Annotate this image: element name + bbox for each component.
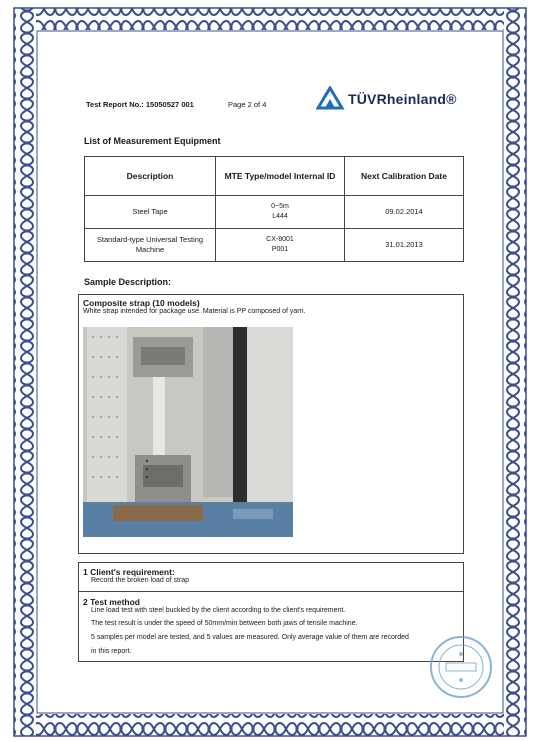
cell-type-id <box>216 229 345 262</box>
test-method-line: Line load test with steel buckled by the client according to the client's requirement. <box>91 607 346 614</box>
col-type-model <box>216 157 345 196</box>
page-number: Page 2 of 4 <box>228 100 267 109</box>
client-requirement-text: Record the broken load of strap <box>91 577 190 584</box>
round-seal-stamp <box>428 634 494 700</box>
table-row <box>85 229 464 262</box>
test-method-line: The test result is under the speed of 50mm/min between both jaws of tensile machine. <box>91 620 358 627</box>
sample-section-title: Sample Description: <box>84 277 172 287</box>
cell-type: CX-8001 <box>266 236 294 243</box>
cell-date: 09.02.2014 <box>345 196 464 229</box>
cell-type: 0~5m <box>271 203 289 210</box>
test-method-title: 2 Test method <box>83 597 140 607</box>
client-requirement-title: 1 Client's requirement: <box>83 567 175 577</box>
cell-id: L444 <box>272 213 288 220</box>
equipment-section-title: List of Measurement Equipment <box>84 136 221 146</box>
cell-description: Steel Tape <box>85 196 216 229</box>
cell-type-id <box>216 196 345 229</box>
sample-heading: Composite strap (10 models) <box>83 298 200 308</box>
cell-date: 31.01.2013 <box>345 229 464 262</box>
requirements-divider <box>79 591 463 592</box>
requirements-box <box>78 562 464 662</box>
col-description: Description <box>85 157 216 196</box>
report-number: Test Report No.: 15050527 001 <box>86 100 194 109</box>
equipment-header-row <box>85 157 464 196</box>
sample-description-box <box>78 294 464 554</box>
test-method-line: 5 samples per model are tested, and 5 values are measured. Only average value of them are recorded <box>91 634 409 641</box>
tensile-test-photo <box>83 327 293 537</box>
test-method-line: in this report. <box>91 648 132 655</box>
tuv-rheinland-logo-text: TÜVRheinland® <box>348 91 457 107</box>
cell-id: P001 <box>271 246 289 253</box>
sample-text: White strap intended for package use. Material is PP composed of yarn. <box>83 308 306 315</box>
col-type-model-label: MTE Type/model Internal ID <box>224 171 336 181</box>
table-row <box>85 196 464 229</box>
col-next-calibration: Next Calibration Date <box>345 157 464 196</box>
cell-description: Standard-type Universal Testing Machine <box>85 229 216 262</box>
equipment-table <box>84 156 464 262</box>
